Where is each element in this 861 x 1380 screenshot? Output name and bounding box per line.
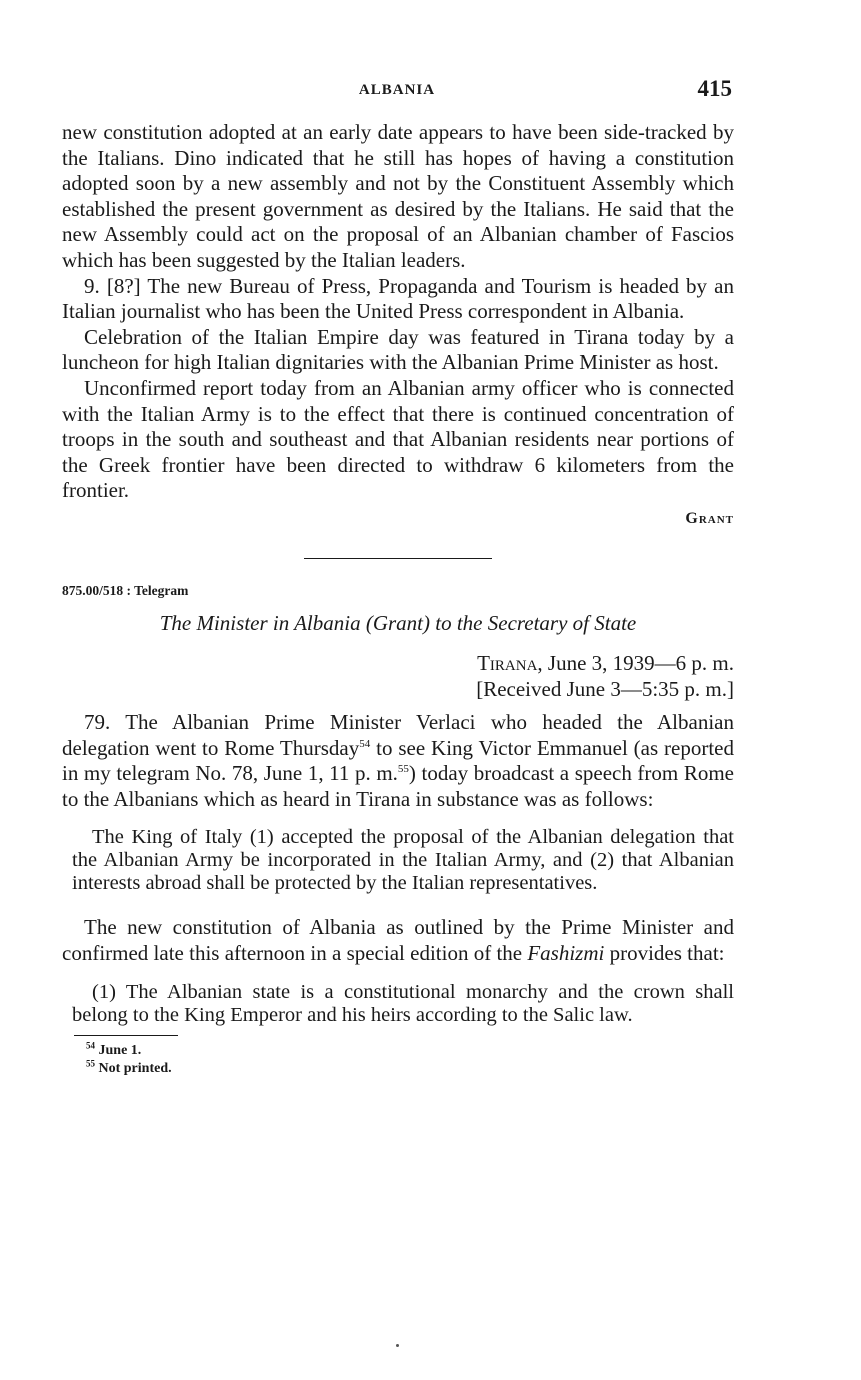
running-head: ALBANIA [358,82,436,98]
footnote-ref-54: 54 [359,737,371,750]
paragraph-79-part-3: ) today broadcast a speech from Rome to the Albanians which as heard in Tirana in substance was as follows: [62,761,734,811]
footnote-mark: 54 [86,1040,95,1050]
paragraph-79-part-2: to see King Victor Emmanuel (as reported in my telegram No. 78, June 1, 11 p. m. [62,735,735,786]
constitution-paragraph [62,915,734,966]
dateline [62,650,734,702]
file-reference: 875.00/518 : Telegram [62,582,189,598]
constitution-paragraph-part-1: The new constitution of Albania as outlined by the Prime Minister and confirmed late this afternoon in a special edition of the [62,915,734,966]
section-divider [304,558,492,559]
document-title: The Minister in Albania (Grant) to the Secretary of State [159,610,637,635]
footnotes [86,1042,734,1078]
footnote-mark: 55 [86,1058,95,1068]
page-header [62,76,732,106]
constitution-paragraph-part-2: provides that: [604,941,725,966]
paragraph-79-part-1: 79. The Albanian Prime Minister Verlaci who headed the Albanian delegation went to Rome Thursday [62,710,734,760]
paragraph-9: 9. [8?] The new Bureau of Press, Propaganda and Tourism is headed by an Italian journalist who has been the United Press correspondent in Albania. [62,273,734,324]
received-line: [Received June 3—5:35 p. m.] [476,677,734,702]
signature: Grant [685,509,734,527]
footnote-text: Not printed. [98,1060,172,1076]
dateline-city: Tirana [477,651,538,676]
body-text [62,120,734,1078]
footnote-text: June 1. [98,1042,142,1058]
telegram-paragraph-79 [62,710,734,812]
page-number: 415 [697,76,732,101]
scan-speck [396,1344,399,1347]
newspaper-name: Fashizmi [527,941,605,966]
footnote-55 [86,1060,734,1078]
constitution-provision-1: (1) The Albanian state is a constitutional monarchy and the crown shall belong to the King Emperor and his heirs according to the Salic law. [72,980,734,1026]
quoted-speech: The King of Italy (1) accepted the proposal of the Albanian delegation that the Albanian Army be incorporated in the Italian Army, and (2) that Albanian interests abroad shall be protected by the Italian representatives. [72,826,734,895]
footnote-54 [86,1042,734,1060]
paragraph-troops: Unconfirmed report today from an Albanian army officer who is connected with the Italian Army is to the effect that there is continued concentration of troops in the south and southeast and that Albanian residents near portions of the Greek frontier have been directed to withdraw 6 kilometers from the frontier. [62,375,734,503]
dateline-date: , June 3, 1939—6 p. m. [537,651,734,676]
footnote-divider [74,1035,178,1036]
paragraph-empire-day: Celebration of the Italian Empire day was featured in Tirana today by a luncheon for high Italian dignitaries with the Albanian Prime Minister as host. [62,324,734,375]
continuation-paragraph: new constitution adopted at an early date appears to have been side-tracked by the Italians. Dino indicated that he still has hopes of having a constitution adopted soon by a new assembly and not by the Constituent Assembly which established the present government as desired by the Italians. He said that the new Assembly could act on the proposal of an Albanian chamber of Fascios which has been suggested by the Italian leaders. [62,120,734,272]
footnote-ref-55: 55 [397,763,409,776]
